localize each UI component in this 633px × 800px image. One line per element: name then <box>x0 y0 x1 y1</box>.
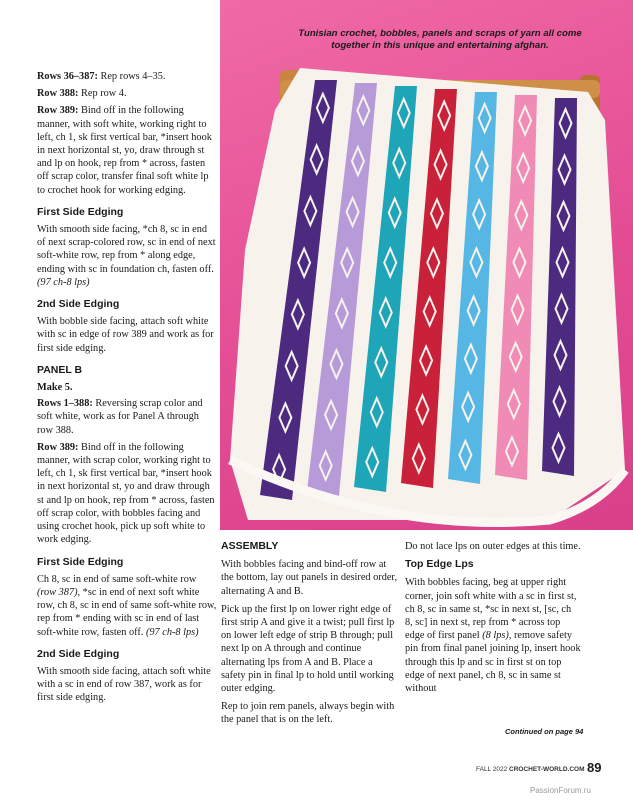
continued-note: Continued on page 94 <box>505 727 584 736</box>
assembly-column <box>221 540 399 732</box>
heading-b-first-side-edging: First Side Edging <box>37 555 124 568</box>
make-5: Make 5. <box>37 382 73 394</box>
heading-assembly: ASSEMBLY <box>221 540 279 552</box>
row-389: Row 389: Bind off in the following manner, with soft white, working right to left, ch 1, sk first vertical bar, *insert hook in next horizontal st, yo, draw through st and lp on hook, rep from * across, fasten off scrap color, transfer final soft white lp to crochet hook for working edging. <box>37 105 212 196</box>
assembly-para-3: Rep to join rem panels, always begin with the panel that is on the left. <box>221 701 395 726</box>
second-side-edging-text: With bobble side facing, attach soft white with sc in edge of row 389 and work as for first side edging. <box>37 316 214 354</box>
panel-b-rows-1-388: Rows 1–388: Reversing scrap color and soft white, work as for Panel A through row 388. <box>37 398 203 436</box>
first-side-edging-text: With smooth side facing, *ch 8, sc in end of next scrap-colored row, sc in end of next soft-white row, rep from * along edge, ending with sc in foundation ch, fasten off. (97 ch-8 lps) <box>37 224 216 288</box>
page-number: 89 <box>587 760 602 775</box>
heading-first-side-edging: First Side Edging <box>37 205 124 218</box>
watermark: PassionForum.ru <box>530 786 591 795</box>
b-second-side-edging-text: With smooth side facing, attach soft white with a sc in end of row 387, work as for first side edging. <box>37 665 211 704</box>
left-column <box>37 70 217 709</box>
b-first-side-edging-text: Ch 8, sc in end of same soft-white row (row 387), *sc in end of next soft white row, ch 8, sc in end of same soft-white row, rep from * ending with sc in end of last soft-white row, fasten off. (97 ch-8 lps) <box>37 573 217 638</box>
top-edge-text: With bobbles facing, beg at upper right corner, join soft white with a sc in first st, ch 8, sc in same st, *sc in next st, [sc, ch 8, sc] in next st, rep from * across top edge of first panel (8 lps), remove safety pin from final panel joining lp, insert hook through this lp and sc in first st on top edge of next panel, ch 8, sc in same st without <box>405 577 581 695</box>
row-388: Row 388: Rep row 4. <box>37 88 127 100</box>
assembly-para-1: With bobbles facing and bind-off row at the bottom, lay out panels in desired order, alternating A and B. <box>221 559 398 597</box>
heading-panel-b: PANEL B <box>37 363 83 376</box>
heading-top-edge-lps: Top Edge Lps <box>405 558 474 571</box>
rows-36-387: Rows 36–387: Rep rows 4–35. <box>37 71 166 82</box>
no-lace-note: Do not lace lps on outer edges at this time. <box>405 541 581 552</box>
page-footer: FALL 2022 CROCHET-WORLD.COM <box>476 766 585 773</box>
heading-b-2nd-side-edging: 2nd Side Edging <box>37 647 120 660</box>
right-column <box>405 540 581 700</box>
assembly-para-2: Pick up the first lp on lower right edge of first strip A and give it a twist; pull first lp on lower left edge of strip B through; pull next lp on A through and continue alternating lps from A and B. Place a safety pin in final lp to hold until working outer edging. <box>221 603 395 695</box>
photo-caption: Tunisian crochet, bobbles, panels and scraps of yarn all come together in this unique and entertaining afghan. <box>298 28 582 51</box>
panel-b-row-389: Row 389: Bind off in the following manner, with scrap color, working right to left, ch 1, sk first vertical bar, *insert hook in next horizontal st, yo and draw through st and lp on hook, rep from * across, fasten off scrap color, with bobbles facing and using crochet hook, pick up soft white to work edging. <box>37 441 215 546</box>
heading-2nd-side-edging: 2nd Side Edging <box>37 298 120 311</box>
afghan-illustration <box>220 0 633 530</box>
afghan-photo <box>220 0 633 530</box>
